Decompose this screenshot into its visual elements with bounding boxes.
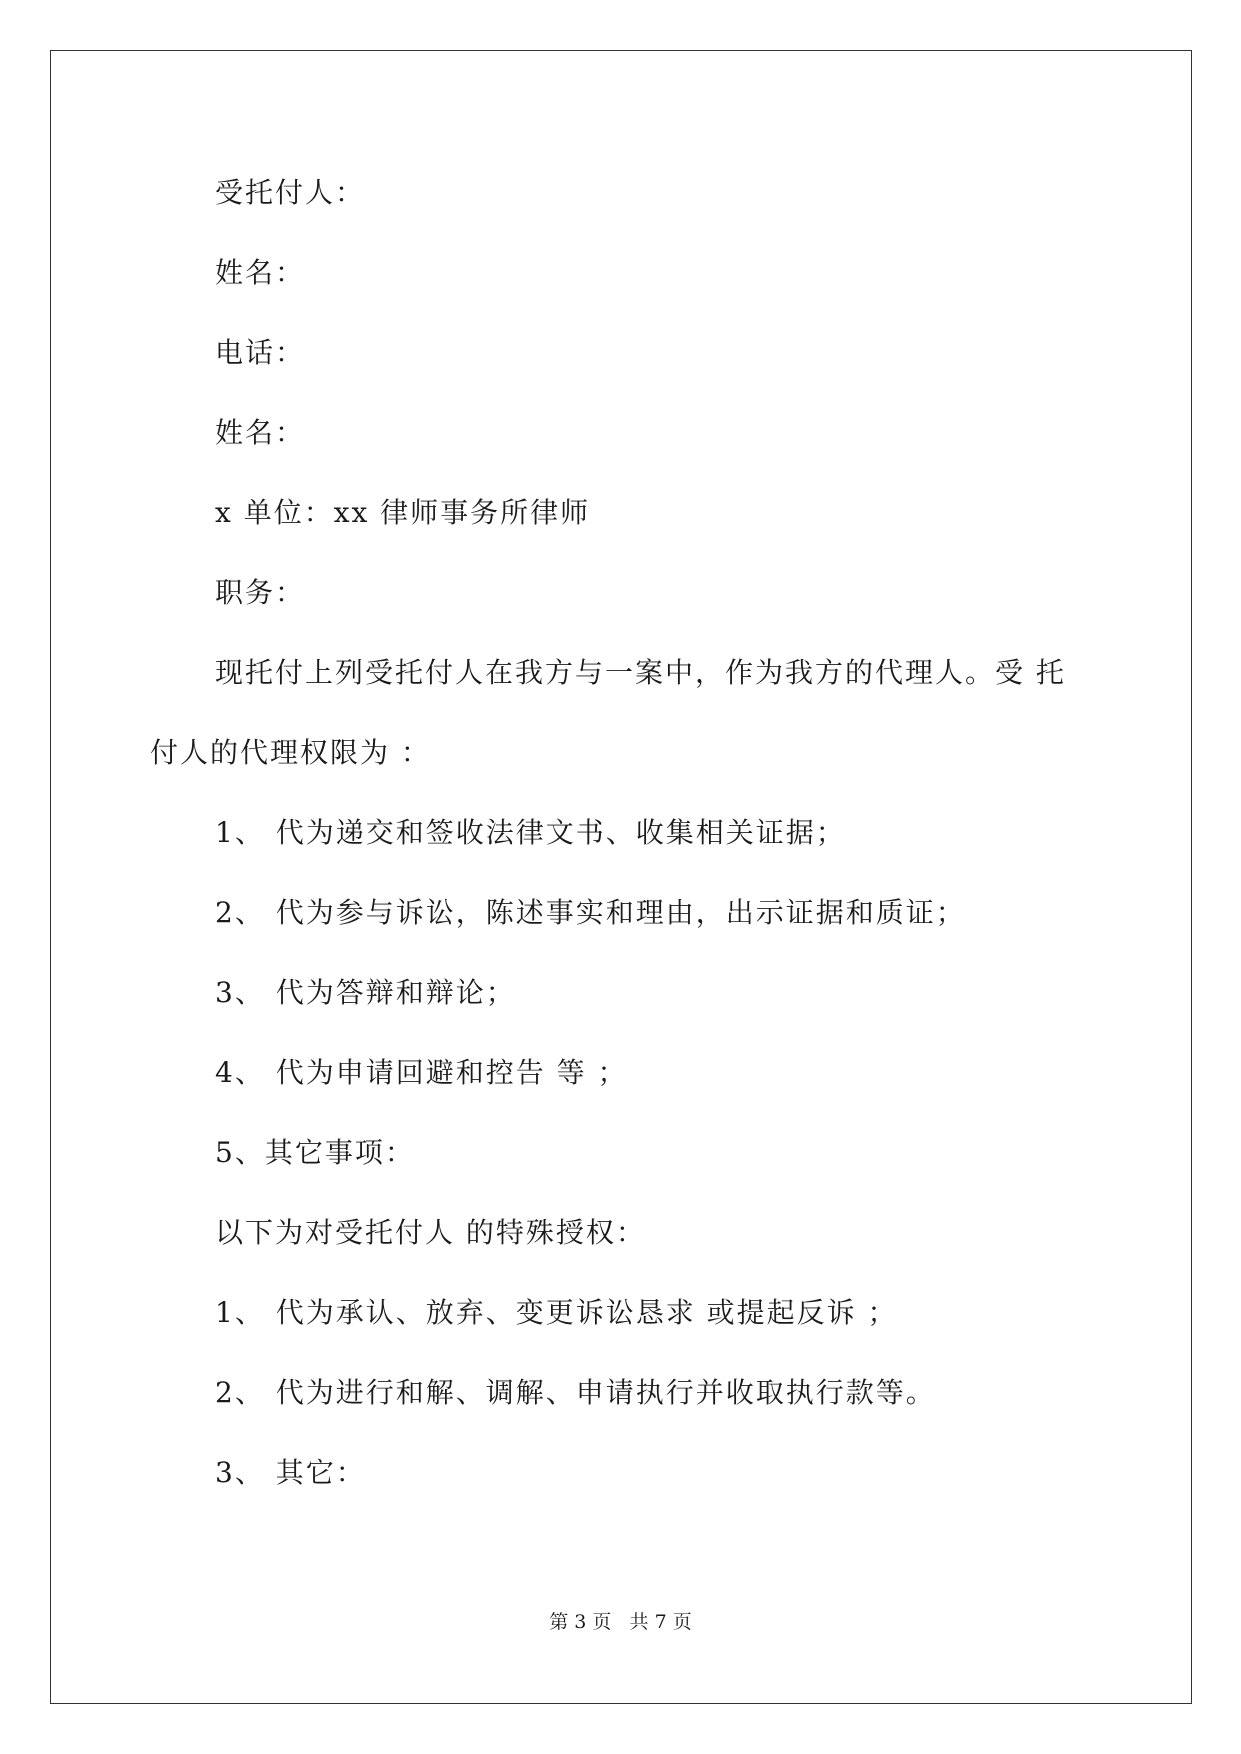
list-item: 5、其它事项： — [215, 1136, 415, 1169]
list-item: 2、 代为参与诉讼，陈述事实和理由，出示证据和质证； — [215, 896, 966, 929]
list-item: 3、 其它： — [215, 1456, 366, 1489]
list-item: 2、 代为进行和解、调解、申请执行并收取执行款等。 — [215, 1376, 936, 1409]
text-line: 付人的代理权限为 ： — [150, 736, 431, 769]
list-item: 1、 代为承认、放弃、变更诉讼恳求 或提起反诉 ； — [215, 1296, 898, 1329]
text-line: 职务： — [215, 576, 306, 609]
list-item: 3、 代为答辩和辩论； — [215, 976, 516, 1009]
list-item: 4、 代为申请回避和控告 等 ； — [215, 1056, 628, 1089]
text-line: x 单位：xx 律师事务所律师 — [215, 496, 591, 529]
text-line: 电话： — [215, 336, 306, 369]
page-number-footer: 第 3 页 共 7 页 — [549, 1611, 692, 1633]
text-line: 现托付上列受托付人在我方与一案中，作为我方的代理人。受 托 — [215, 656, 1066, 689]
list-item: 1、 代为递交和签收法律文书、收集相关证据； — [215, 816, 846, 849]
text-line: 受托付人： — [215, 176, 366, 209]
text-line: 以下为对受托付人 的特殊授权： — [215, 1216, 646, 1249]
text-line: 姓名： — [215, 256, 306, 289]
text-line: 姓名： — [215, 416, 306, 449]
